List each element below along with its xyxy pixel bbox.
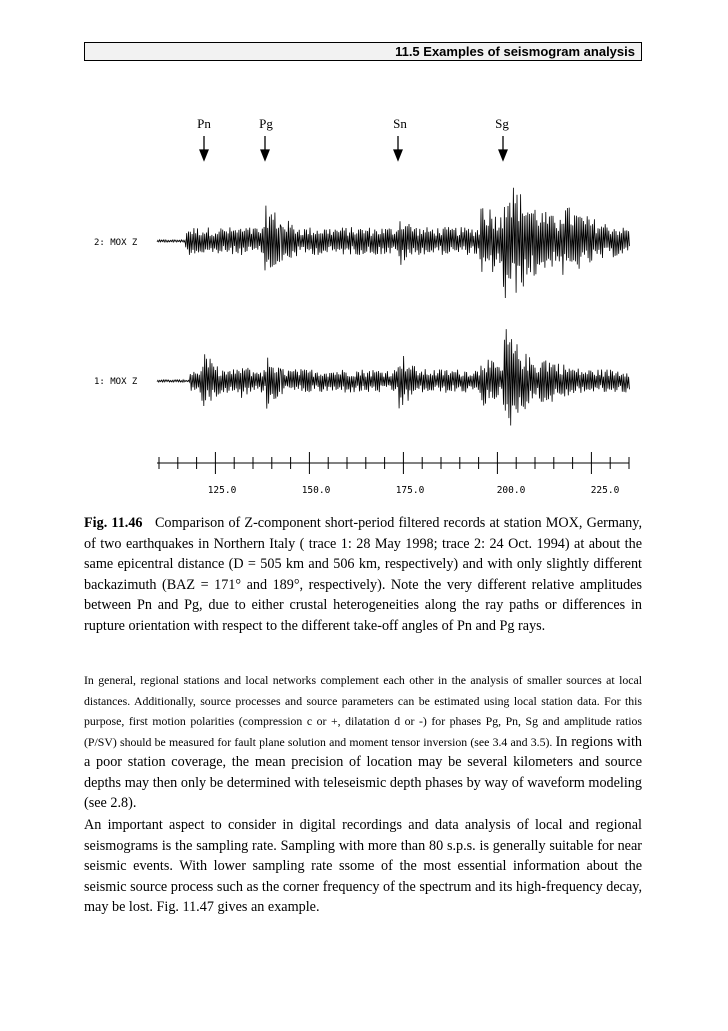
seismogram-trace-1 (157, 329, 630, 425)
body-paragraph-2: An important aspect to consider in digital recordings and data analysis of local and regional seismograms is the sampling rate. Sampling with more than 80 s.p.s. is generally suitable for near seismic events. With lower sampling rate ssome of the most essential information about the seismic source process such as the corner frequency of the spectrum and its high-frequency decay, may be lost. Fig. 11.47 gives an example. (84, 817, 642, 915)
arrow-pn-head (200, 150, 208, 160)
figure-caption-label: Fig. 11.46 (84, 515, 143, 531)
phase-label-sn: Sn (393, 116, 407, 131)
body-paragraph-1-small: In general, regional stations and local networks complement each other in the analysis of smaller sources at local distances. Additionally, source processes and source parameters can be estimated using local station data. For this purpose, first motion polarities (compression c or +, dilatation d or -) for phases Pg, Pn, Sg and amplitude ratios (P/SV) should be measured for fault plane solution and moment tensor inversion (see 3.4 and 3.5). (84, 673, 642, 749)
phase-label-pn: Pn (197, 116, 211, 131)
body-paragraph-1-large: In regions with a poor station coverage, the mean precision of location may be several kilometers and source depths may then only be determined with teleseismic depth phases by way of waveform modeling (see 2.8). (84, 733, 642, 811)
page-header (84, 42, 642, 61)
tick-label-225: 225.0 (590, 485, 620, 496)
seismogram-figure (0, 100, 728, 500)
figure-caption-text: Comparison of Z-component short-period filtered records at station MOX, Germany, of two earthquakes in Northern Italy ( trace 1: 28 May 1998; trace 2: 24 Oct. 1994) at about the same epicentral distance (D = 505 km and 506 km, respectively) and with only slightly different backazimuth (BAZ = 171° and 189°, respectively). Note the very different relative amplitudes between Pn and Pg, due to either crustal heterogeneities along the ray paths or differences in rupture orientation with respect to the different take-off angles of Pn and Pg rays. (84, 515, 642, 634)
trace-label-2: 2: MOX Z (94, 238, 138, 248)
figure-caption (84, 513, 642, 636)
trace-label-1: 1: MOX Z (94, 377, 138, 387)
tick-label-175: 175.0 (395, 485, 425, 496)
tick-label-125: 125.0 (207, 485, 237, 496)
tick-label-200: 200.0 (496, 485, 526, 496)
arrow-sn-head (394, 150, 402, 160)
seismogram-trace-2 (157, 188, 630, 298)
body-paragraph-1 (84, 670, 642, 814)
time-axis (157, 452, 629, 474)
tick-label-150: 150.0 (301, 485, 331, 496)
arrow-pg-head (261, 150, 269, 160)
phase-label-sg: Sg (495, 116, 509, 131)
arrow-sg-head (499, 150, 507, 160)
phase-label-pg: Pg (259, 116, 273, 131)
header-title: 11.5 Examples of seismogram analysis (395, 44, 635, 59)
